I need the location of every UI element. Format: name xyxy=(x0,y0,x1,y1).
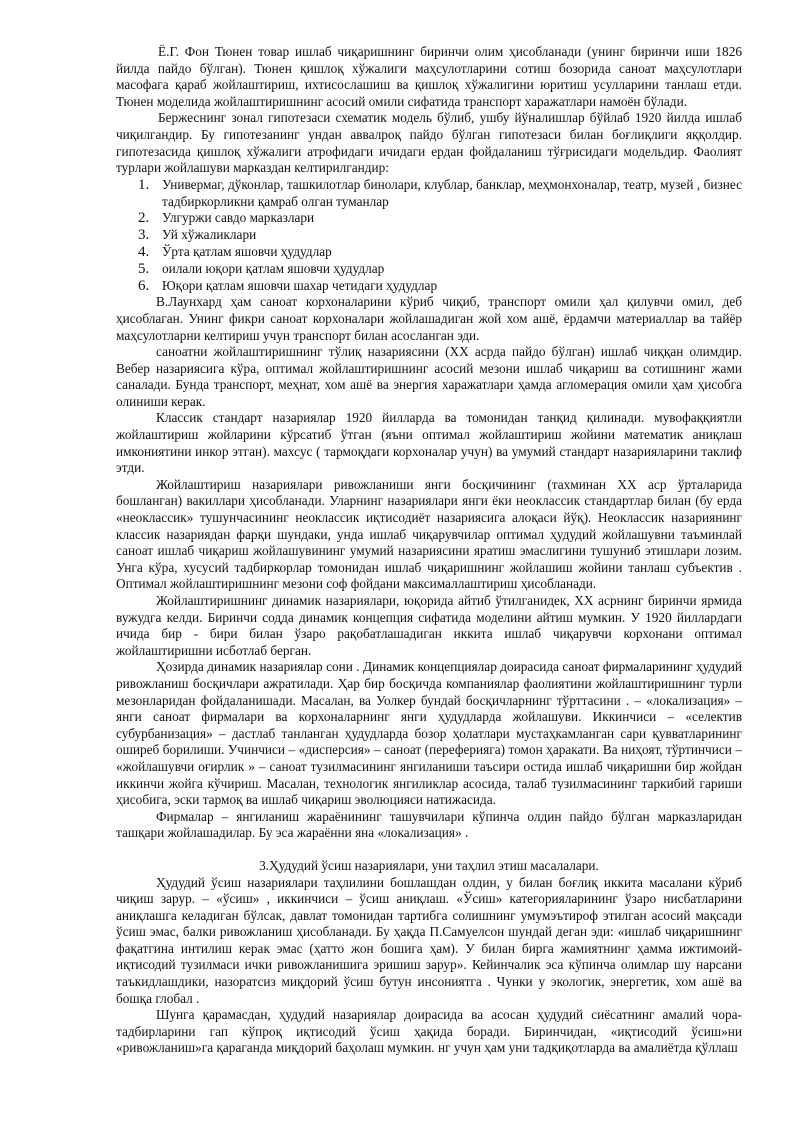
paragraph-neoclassic: Жойлаштириш назариялари ривожланиши янги босқичининг (тахминан XX аср ўрталарида бошланган) вакиллари ҳисобланади. Уларнинг назариялари янги ёки неоклассик стандартлар билан (бу ерда «неоклассик» тушунчасининг неоклассик иқтисодиёт назариясига алоқаси йўқ). Неоклассик назариянинг классик назариядан фарқи шундаки, унда ишлаб чиқарувчилар оптимал ҳудудий жойлашувни таъминлай саноат ишлаб чиқариш жойлашувининг умумий назариясини яратиш эмаслигини тушуниб этишлари лозим. Унга кўра, хусусий тадбиркорлар томонидан ишлаб чиқаришнинг жойлашиш жойини танлаш субъектив . Оптимал жойлаштиришнинг мезони соф фойдани максималлаштириш ҳисобланади. xyxy=(116,476,742,592)
paragraph-classic-critique: Классик стандарт назариялар 1920 йилларда ва томонидан танқид қилинади. мувофаққиятли жойлаштириш жойларини кўрсатиб ўтган (яъни оптимал жойлаштириш жойини математик аниқлаш имкониятини инкор этган). махсус ( тармоқдаги корхоналар учун) ва умумий стандарт назарияларини таклиф этди. xyxy=(116,410,742,476)
list-text: Улгуржи савдо марказлари xyxy=(162,210,315,226)
list-text: Ўрта қатлам яшовчи ҳудудлар xyxy=(162,243,332,259)
list-text: Уй хўжаликлари xyxy=(162,227,257,243)
list-number: 1. xyxy=(138,176,150,193)
list-number: 4. xyxy=(138,243,150,260)
paragraph-growth-regional: Шунга қарамасдан, ҳудудий назариялар доирасида ва асосан ҳудудий сиёсатнинг амалий чора-тадбирларини гап кўпроқ иқтисодий ўсиш ҳақида боради. Биринчидан, «иқтисодий ўсиш»ни «ривожланиш»га қараганда миқдорий баҳолаш мумкин. нг учун ҳам уни тадқиқотларда ва амалиётда қўллаш xyxy=(116,1007,742,1056)
list-item xyxy=(138,278,742,295)
list-number: 2. xyxy=(138,210,150,227)
list-number: 5. xyxy=(138,260,150,277)
paragraph-thunen: Ё.Г. Фон Тюнен товар ишлаб чиқаришнинг биринчи олим ҳисобланади (унинг биринчи иши 1826 йилда пайдо бўлган). Тюнен қишлоқ хўжалиги маҳсулотларини сотиш бозорида саноат маҳсулотлари масофага қараб жойлаштириш, ихтисослашиш ва қишлоқ хўжалигини юритиш усулларини танлаш етди. Тюнен моделида жойлаштиришнинг асосий омили сифатида транспорт харажатлари намоён бўлади. xyxy=(116,44,742,109)
paragraph-firms: Фирмалар – янгиланиш жараёнининг ташувчилари кўпинча олдин пайдо бўлган марказларидан ташқари жойлашадилар. Бу эса жараённи яна «локализация» . xyxy=(116,808,742,841)
paragraph-growth-intro: Ҳудудий ўсиш назариялари таҳлилини бошлашдан олдин, у билан боғлиқ иккита масалани кўриб чиқиш зарур. – «ўсиш» , иккинчиси – ўсиш аниқлаш. «Ўсиш» категорияларининг ўзаро нисбатларини аниқлашга келадиган бўлсак, давлат томонидан тартибга солишнинг умумэътироф этилган асосий мақсади ўсиш эмас, балки ривожланиш ҳисобланади. Бу ҳақда П.Самуелсон шундай деган эди: «ишлаб чиқаришнинг фақатгина интилиш керак эмас (ҳатто жон бошига ҳам). У билан бирга жамиятнинг ҳамма ижтимоий-иқтисодий тузилмаси ички ривожланишига эришиш зарур». Кейинчалик эса кўпинча олимлар шу нарсани таъкидлашдики, назоратсиз миқдорий ўсиш бутун инсониятга . Чунки у экологик, энергетик, хом ашё ва бошқа глобал . xyxy=(116,874,742,1006)
list-item xyxy=(138,177,742,211)
list-number: 3. xyxy=(138,227,150,244)
list-item xyxy=(138,244,742,261)
section-heading: 3.Ҳудудий ўсиш назариялари, уни таҳлил этиш масалалари. xyxy=(259,857,599,873)
list-number: 6. xyxy=(138,277,150,294)
list-text: оилали юқори қатлам яшовчи ҳудудлар xyxy=(162,260,385,276)
paragraph-dynamic-stages: Ҳозирда динамик назариялар сони . Динамик концепциялар доирасида саноат фирмаларининг ҳудудий ривожланиш босқичлари ажратилади. Ҳар бир босқичда компаниялар фаолиятини жойлаштиришнинг турли мезонларидан фойдаланишади. Масалан, ва Уолкер бундай босқичларнинг тўрттасини . – «локализация» – янги саноат фирмалари ва корхоналарнинг янги ҳудудларда жойлашуви. Иккинчиси – «селектив субурбанизация» – дастлаб танланган ҳудудларда бозор ҳолатлари мустаҳкамланган сари қувватларининг оширеб борилиши. Учинчиси – «дисперсия» – саноат (переферияга) томон ҳаракати. Ва ниҳоят, тўртинчиси – «жойлашувчи оғирлик » – саноат тузилмасининг янгиланиши таъсири остида ишлаб чиқаришни бир жойдан иккинчи жойга кўчириш. Масалан, технологик янгиликлар асосида, талаб тузилмасининг таркибий гариши ҳисобига, эски тармоқ ва ишлаб чиқариш эволюцияси натижасида. xyxy=(116,659,742,808)
paragraph-burgess: Бержеснинг зонал гипотезаси схематик модель бўлиб, ушбу йўналишлар бўйлаб 1920 йилда ишлаб чиқилгандир. Бу гипотезанинг ундан аввалроқ пайдо бўлган гипотезаси билан боғлиқлиги яққолдир. гипотезасида қишлоқ хўжалиги атрофидаги ичидаги ердан фойдаланиш тўғрисидаги модельдир. Фаолият турлари жойлашуви марказдан келтирилгандир: xyxy=(116,110,742,176)
list-item xyxy=(138,261,742,278)
paragraph-weber: саноатни жойлаштиришнинг тўлиқ назариясини (XX асрда пайдо бўлган) ишлаб чиққан олимдир. Вебер назариясига кўра, оптимал жойлаштиришнинг асосий мезони ишлаб чиқариш ва сотишнинг жами саналади. Бунда транспорт, меҳнат, хом ашё ва энергия харажатлари ҳамда агломерация омили ҳам ҳисобга олиниши керак. xyxy=(116,344,742,409)
list-item xyxy=(138,227,742,244)
paragraph-dynamic-theories: Жойлаштиришнинг динамик назариялари, юқорида айтиб ўтилганидек, XX асрнинг биринчи ярмида вужудга келди. Биринчи содда динамик концепция сифатида моделини айтиш мумкин. У 1920 йиллардаги ичида бир - бири билан ўзаро рақобатлашадиган иккита ишлаб чиқарувчи корхонани оптимал жойлаштиришни исботлаб берган. xyxy=(116,593,742,658)
list-text: Универмаг, дўконлар, ташкилотлар бинолари, клублар, банклар, меҳмонхоналар, театр, музей , бизнес тадбиркорликни қамраб олган туманлар xyxy=(162,176,742,209)
list-text: Юқори қатлам яшовчи шахар четидаги ҳудудлар xyxy=(162,277,438,293)
list-item xyxy=(138,210,742,227)
zone-list xyxy=(116,177,742,295)
paragraph-launhardt: В.Лаунхард ҳам саноат корхоналарини кўриб чиқиб, транспорт омили ҳал қилувчи омил, деб ҳисоблаган. Унинг фикри саноат корхоналари жойлашадиган жой хом ашё, ёрдамчи материаллар ва тайёр маҳсулотларни келтириш учун транспорт билан асосланган эди. xyxy=(116,294,742,343)
